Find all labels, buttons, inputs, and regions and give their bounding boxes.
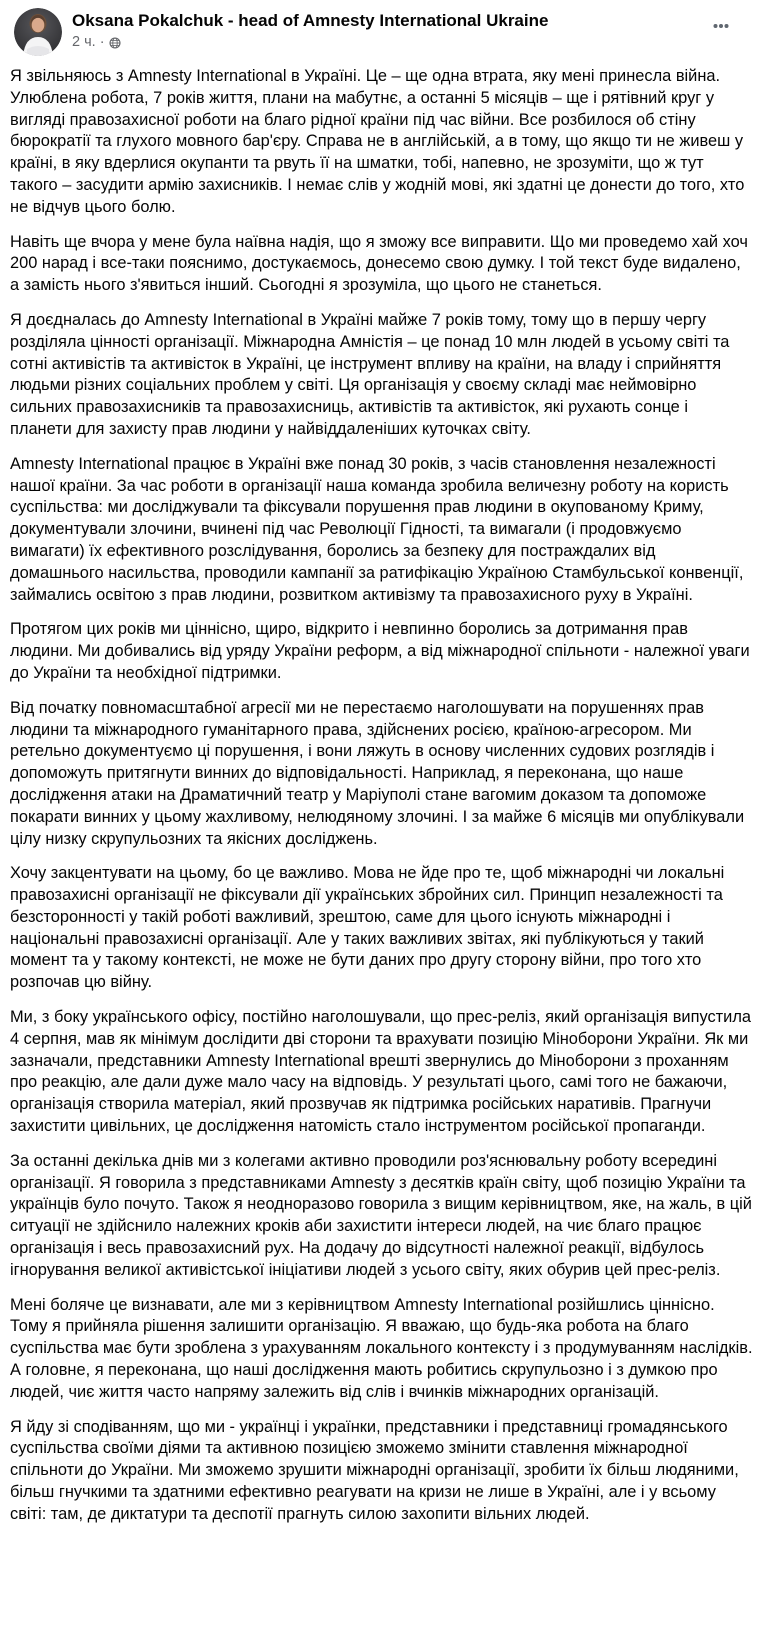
globe-icon — [109, 37, 121, 49]
post-body — [0, 58, 763, 1544]
ellipsis-icon — [711, 16, 731, 36]
avatar[interactable] — [14, 8, 62, 56]
profile-photo — [14, 8, 62, 56]
post-paragraph: Протягом цих років ми ціннісно, щиро, відкрито і невпинно боролись за дотримання прав людини. Ми добивались від уряду України реформ, а від міжнародної спільноти - належної уваги до України та необхідної підтримки. — [10, 620, 750, 682]
post-header — [0, 0, 763, 58]
post-paragraph: Ми, з боку українського офісу, постійно наголошували, що прес-реліз, який організація випустила 4 серпня, мав як мінімум дослідити дві сторони та врахувати позицію Міноборони України. Як ми зазначали, представники Amnesty International врешті звернулись до Міноборони з проханням про реакцію, але дали дуже мало часу на відповідь. У результаті цього, самі того не бажаючи, організація створила матеріал, який прозвучав як підтримка російських наративів. Прагнучи захистити цивільних, це дослідження натомість стало інструментом російської пропаганди. — [10, 1008, 752, 1136]
post-meta-row — [72, 34, 703, 51]
post-timestamp[interactable]: 2 ч. — [72, 34, 96, 50]
post-paragraph: Навіть ще вчора у мене була наївна надія, що я зможу все виправити. Що ми проведемо хай хоч 200 нарад і все-таки пояснимо, достукаємось, донесемо свою думку. І той текст буде видалено, а замість нього з'явиться інший. Сьогодні я зрозуміла, що цього не станеться. — [10, 232, 748, 295]
post-paragraph: Я йду зі сподіванням, що ми - українці і українки, представники і представниці громадянського суспільства своїми діями та активною позицією зможемо змінити ставлення міжнародної спільноти до України. Ми зможемо зрушити міжнародні організації, зробити їх більш людяними, більш гнучкими та здатними ефективно реагувати на кризи не лише в Україні, але і у всьому світі: там, де диктатури та деспотії прагнуть силою захопити вільних людей. — [10, 1417, 739, 1523]
more-options-button[interactable] — [703, 8, 739, 44]
post-paragraph: За останні декілька днів ми з колегами активно проводили роз'яснювальну роботу всередині організації. Я говорила з представниками Amnesty з десятків країн світу, щоб позицію України та українців було почуто. Також я неодноразово говорила з вищим керівництвом, яке, на жаль, в цій ситуації не здійснило належних кроків аби захистити інтереси людей, на чиє благо працює організація і весь правозахисний рух. На додачу до відсутності належної реакції, відбулось ігнорування великої активістської ініціативи людей з усього світу, яких обурив цей прес-реліз. — [10, 1151, 752, 1279]
post-paragraph: Хочу закцентувати на цьому, бо це важливо. Мова не йде про те, щоб міжнародні чи локальні правозахисні організації не фіксували дії українських збройних сил. Принцип незалежності та безсторонності у такій роботі важливий, зрештою, саме для цього існують міжнародні і національні правозахисні організації. Але у таких важливих звітах, які публікуються у такий момент та у такому контексті, не може не бути даних про другу сторону війни, про того хто розпочав цю війну. — [10, 864, 725, 992]
post-paragraph: Від початку повномасштабної агресії ми не перестаємо наголошувати на порушеннях прав людини та міжнародного гуманітарного права, здійснених росією, країною-агресором. Ми ретельно документуємо ці порушення, і вони ляжуть в основу численних судових розглядів і допоможуть притягнути винних до відповідальності. Наприклад, я переконана, що наше дослідження атаки на Драматичний театр у Маріуполі стане вагомим доказом та допоможе покарати винних у цьому жахливому, нелюдяному злочині. І за майже 6 місяців ми опублікували цілу низку скрупульозних та якісних досліджень. — [10, 698, 745, 848]
post-paragraph: Мені боляче це визнавати, але ми з керівництвом Amnesty International розійшлись ціннісно. Тому я прийняла рішення залишити організацію. Я вважаю, що будь-яка робота на благо суспільства має бути зроблена з урахуванням локального контексту і з продумуванням наслідків. А головне, я переконана, що наші дослідження мають робитись скрупульозно і з думкою про людей, чиє життя часто напряму залежить від слів і вчинків міжнародних організацій. — [10, 1295, 753, 1401]
dot-separator: · — [99, 34, 105, 50]
post-header-info — [72, 8, 703, 51]
post-paragraph: Я звільняюсь з Amnesty International в Україні. Це – ще одна втрата, яку мені принесла війна. Улюблена робота, 7 років життя, плани на мабутнє, а останні 5 місяців – ще і рятівний круг у вигляді правозахисної роботи на благо рідної країни під час війни. Все розбилося об стіну бюрократії та глухого мовного бар'єру. Справа не в англійській, а в тому, що якщо ти не живеш у країні, в яку вдерлися окупанти та рвуть її на шматки, тобі, напевно, не зрозуміти, що ж тут такого – засудити армію захисників. І немає слів у жодній мові, які здатні це донести до того, хто не відчув цього болю. — [10, 67, 745, 216]
author-name[interactable]: Oksana Pokalchuk - head of Amnesty International Ukraine — [72, 11, 549, 30]
post-paragraph: Я доєдналась до Amnesty International в Україні майже 7 років тому, тому що в першу чергу розділяла цінності організації. Міжнародна Амністія – це понад 10 млн людей в усьому світі та сотні активістів та активісток в Україні, це інструмент впливу на країни, на владу і сприйняття людьми різних соціальних проблем у світі. Ця організація у своєму складі має неймовірно сильних правозахисників та правозахисниць, активістів та активісток, які рухають сонце і планети для захисту прав людини у найвіддаленіших куточках світу. — [10, 310, 730, 438]
post-paragraph: Amnesty International працює в Україні вже понад 30 років, з часів становлення незалежності нашої країни. За час роботи в організації наша команда зробила величезну роботу на користь суспільства: ми досліджували та фіксували порушення прав людини в окупованому Криму, документували злочини, вчинені під час Революції Гідності, та вимагали (і продовжуємо вимагати) їх ефективного розслідування, боролись за безпеку для постраждалих від домашнього насильства, проводили кампанії за ратифікацію Україною Стамбульської конвенції, займались освітою з прав людини, розвитком активізму та правозахисного руху в Україні. — [10, 454, 744, 604]
